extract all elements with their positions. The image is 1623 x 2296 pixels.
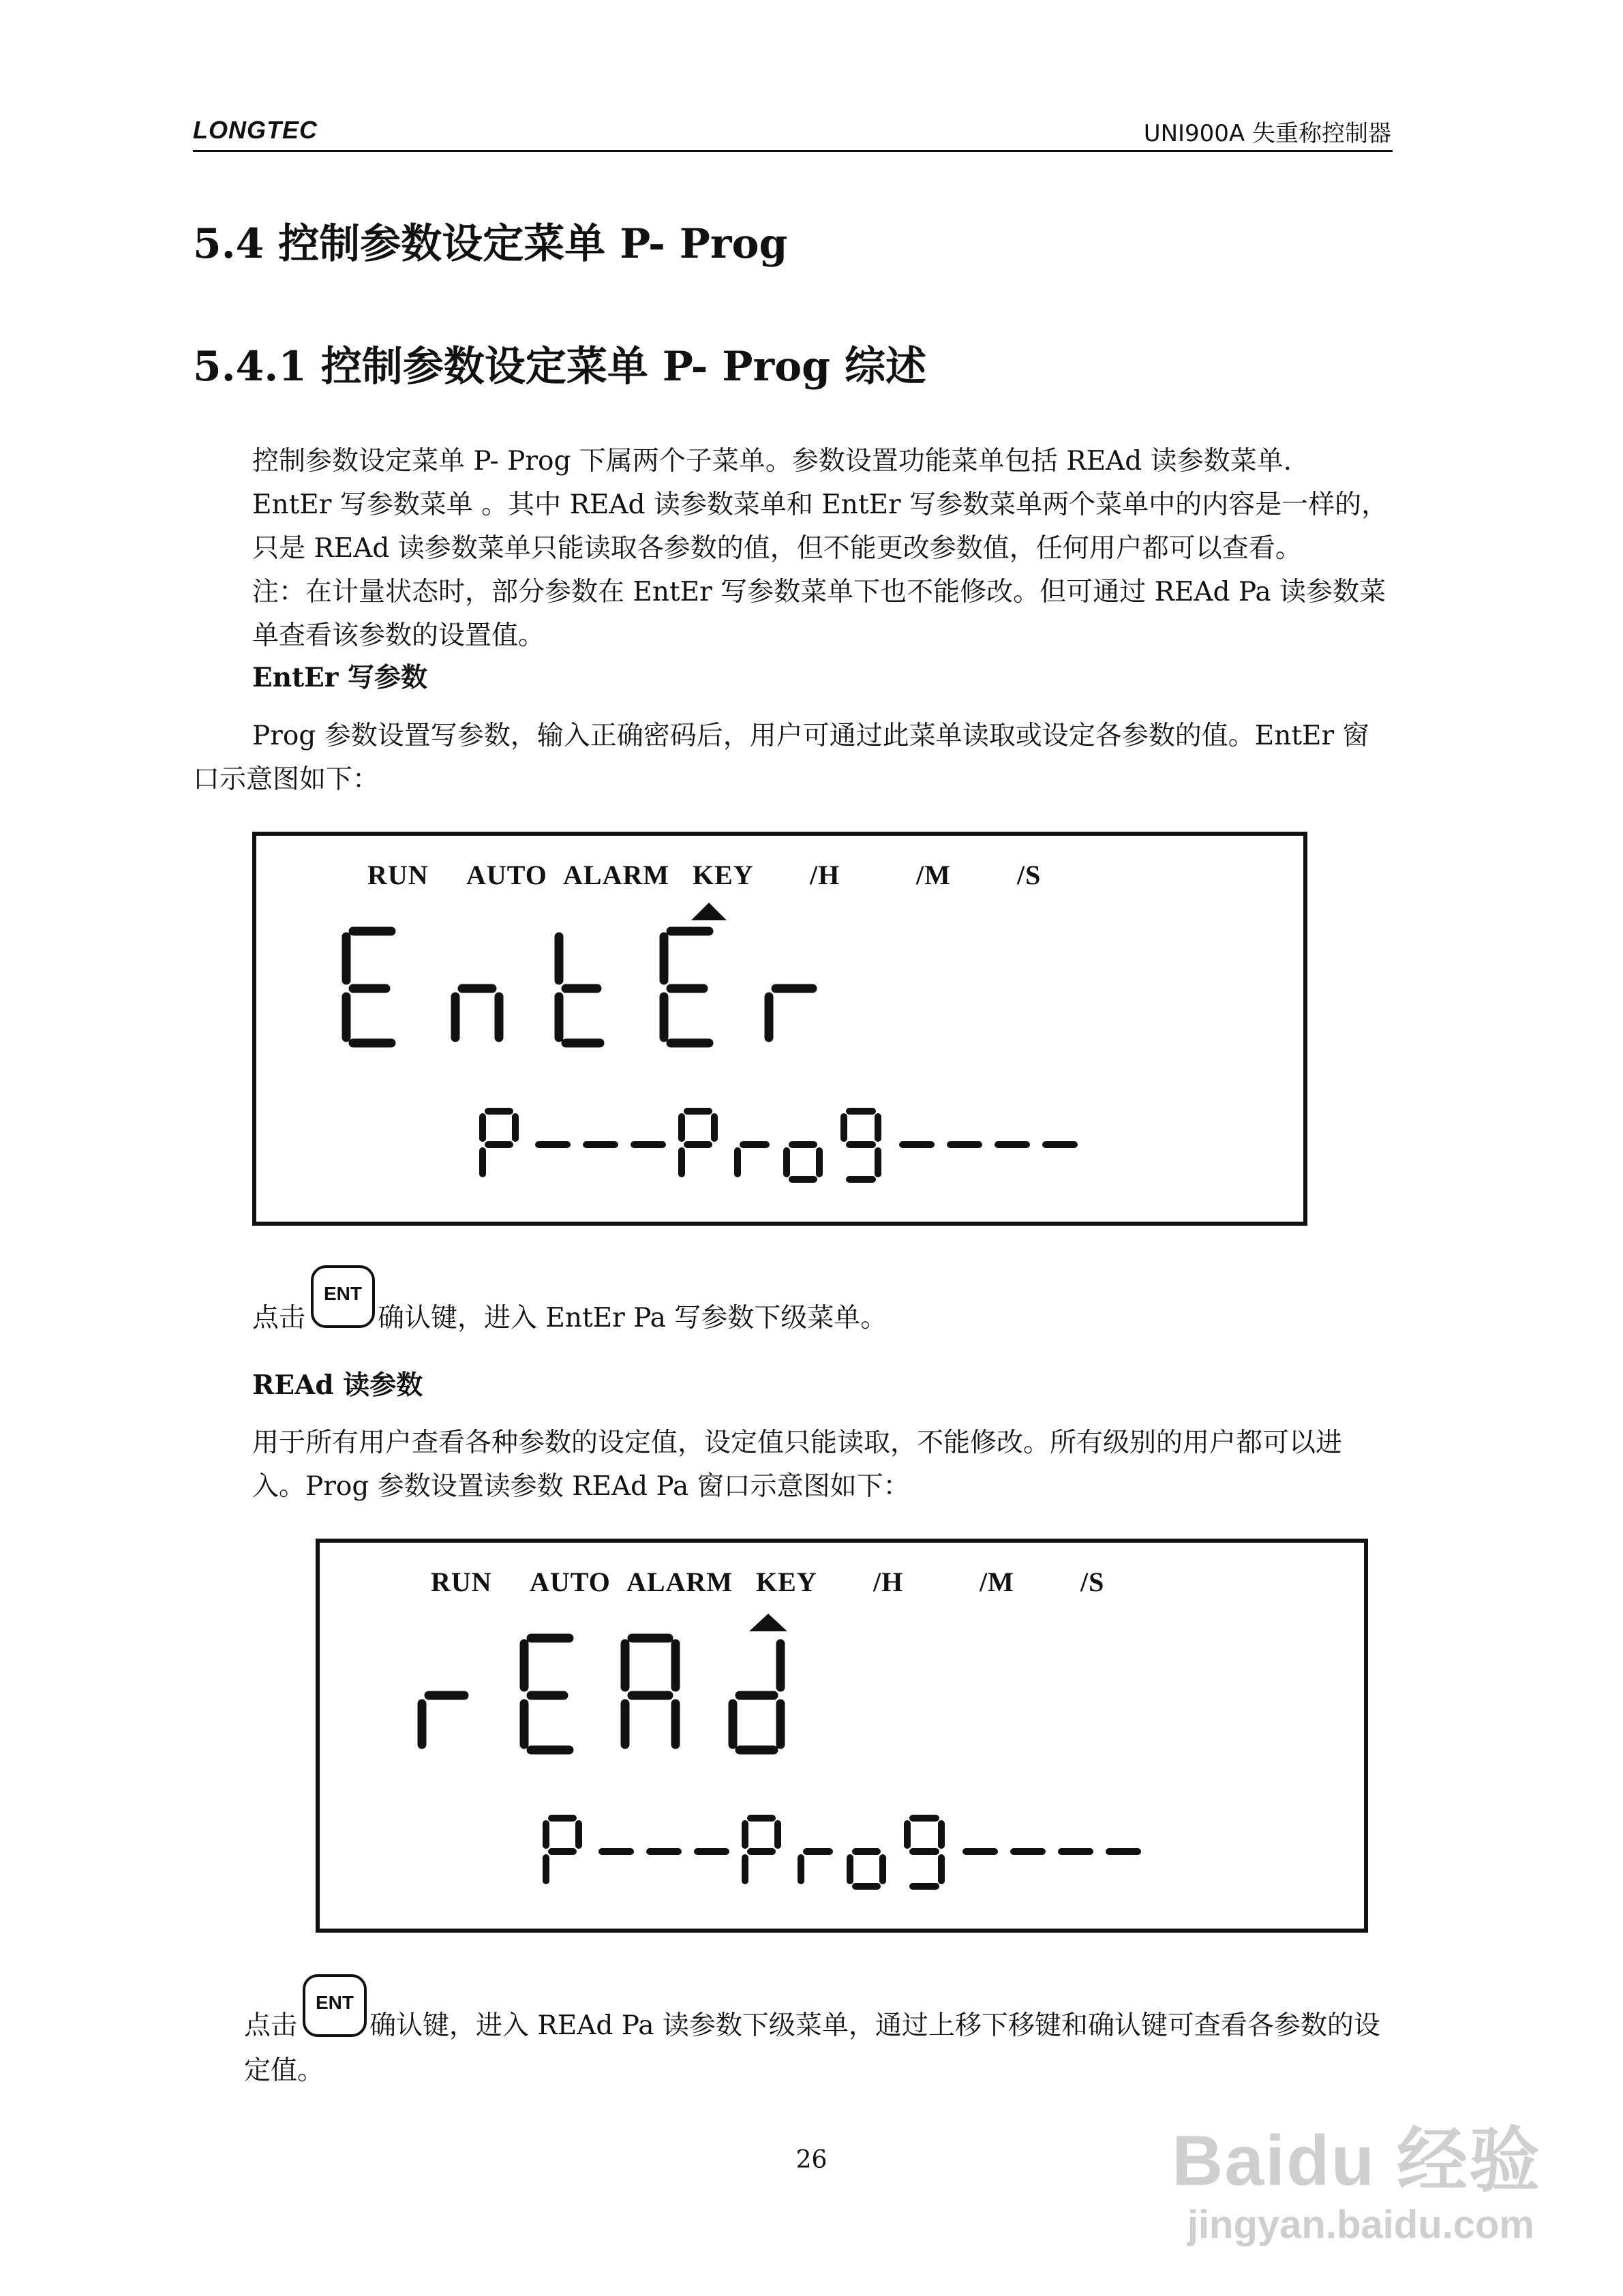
intro-line: EntEr 写参数菜单 。其中 REAd 读参数菜单和 EntEr 写参数菜单两个菜单中的内容是一样的， bbox=[252, 489, 1389, 520]
lcd-glyph-o bbox=[787, 1145, 819, 1179]
lcd-glyph-o bbox=[850, 1852, 883, 1886]
lcd-glyph-E bbox=[524, 1638, 569, 1750]
header-brand: LONGTEC bbox=[193, 116, 318, 144]
lcd-glyph-g bbox=[907, 1818, 941, 1886]
indicator-second: /S bbox=[1017, 860, 1042, 890]
lcd-glyph-r bbox=[422, 1695, 464, 1744]
intro-paragraph bbox=[252, 440, 1388, 658]
indicator-alarm: ALARM bbox=[563, 860, 670, 890]
key-pointer-icon bbox=[691, 903, 727, 920]
indicator-minute: /M bbox=[916, 860, 951, 890]
lcd-glyph-d bbox=[733, 1644, 780, 1750]
ent-key-icon bbox=[303, 1974, 367, 2037]
indicator-second: /S bbox=[1080, 1567, 1105, 1597]
lcd-glyph-A bbox=[625, 1638, 676, 1744]
page-number: 26 bbox=[795, 2146, 828, 2174]
indicator-auto: AUTO bbox=[530, 1567, 611, 1597]
enter-desc-line: Prog 参数设置写参数，输入正确密码后，用户可通过此菜单读取或设定各参数的值。EntEr 窗 bbox=[252, 721, 1369, 751]
ent-key-icon bbox=[311, 1265, 375, 1328]
read-title: REAd 读参数 bbox=[252, 1370, 423, 1401]
key-pointer-icon bbox=[749, 1614, 787, 1631]
indicator-run: RUN bbox=[367, 860, 429, 890]
lcd-glyph-P bbox=[682, 1111, 714, 1174]
lcd-glyph-E bbox=[346, 931, 391, 1043]
subsection-heading: 5.4.1 控制参数设定菜单 P- Prog 综述 bbox=[193, 343, 927, 391]
lcd-glyph-P bbox=[546, 1818, 579, 1881]
indicator-key: KEY bbox=[756, 1567, 817, 1597]
indicator-minute: /M bbox=[980, 1567, 1014, 1597]
intro-line: 只是 REAd 读参数菜单只能读取各参数的值，但不能更改参数值，任何用户都可以查看。 bbox=[252, 533, 1302, 564]
watermark-url: jingyan.baidu.com bbox=[1187, 2203, 1534, 2247]
lcd-glyph-E bbox=[664, 931, 709, 1043]
header-doc-title: UNI900A 失重称控制器 bbox=[1143, 120, 1391, 147]
enter-desc-line: 口示意图如下： bbox=[193, 764, 380, 795]
lcd-glyph-r bbox=[801, 1852, 830, 1881]
indicator-run: RUN bbox=[431, 1567, 492, 1597]
indicator-hour: /H bbox=[873, 1567, 904, 1597]
enter-note-post: 确认键，进入 EntEr Pa 写参数下级菜单。 bbox=[378, 1303, 888, 1333]
header-rule bbox=[193, 150, 1393, 152]
read-note-cont: 定值。 bbox=[244, 2055, 324, 2086]
indicator-auto: AUTO bbox=[466, 860, 547, 890]
enter-description bbox=[193, 714, 1369, 802]
indicator-hour: /H bbox=[810, 860, 840, 890]
read-note-pre: 点击 bbox=[244, 2010, 298, 2041]
intro-line: 控制参数设定菜单 P- Prog 下属两个子菜单。参数设置功能菜单包括 REAd 读参数菜单. bbox=[252, 446, 1292, 477]
lcd-glyph-g bbox=[844, 1111, 878, 1179]
section-heading: 5.4 控制参数设定菜单 P- Prog bbox=[193, 220, 788, 268]
ent-key-label: ENT bbox=[316, 1992, 354, 2013]
read-desc-line: 用于所有用户查看各种参数的设定值，设定值只能读取，不能修改。所有级别的用户都可以进 bbox=[252, 1428, 1343, 1458]
ent-key-label: ENT bbox=[324, 1283, 362, 1304]
intro-line: 单查看该参数的设置值。 bbox=[252, 620, 545, 651]
lcd-glyph-P bbox=[483, 1111, 515, 1174]
enter-note-pre: 点击 bbox=[252, 1303, 306, 1333]
enter-title: EntEr 写参数 bbox=[252, 662, 427, 693]
intro-line: 注：在计量状态时，部分参数在 EntEr 写参数菜单下也不能修改。但可通过 REAd Pa 读参数菜 bbox=[252, 577, 1386, 607]
read-desc-line: 入。Prog 参数设置读参数 REAd Pa 窗口示意图如下： bbox=[252, 1471, 910, 1502]
watermark-logo: Baidu 经验 bbox=[1172, 2121, 1541, 2201]
lcd-read-display bbox=[316, 1539, 1368, 1933]
lcd-glyph-P bbox=[745, 1818, 778, 1881]
read-note-post: 确认键，进入 REAd Pa 读参数下级菜单，通过上移下移键和确认键可查看各参数的设 bbox=[369, 2010, 1380, 2041]
lcd-glyph-r bbox=[738, 1145, 766, 1174]
lcd-enter-display bbox=[252, 832, 1307, 1226]
lcd-glyph-t bbox=[559, 937, 600, 1043]
indicator-alarm: ALARM bbox=[626, 1567, 733, 1597]
indicator-key: KEY bbox=[693, 860, 754, 890]
read-description bbox=[252, 1421, 1342, 1509]
lcd-glyph-n bbox=[455, 988, 499, 1038]
lcd-glyph-r bbox=[769, 988, 813, 1038]
